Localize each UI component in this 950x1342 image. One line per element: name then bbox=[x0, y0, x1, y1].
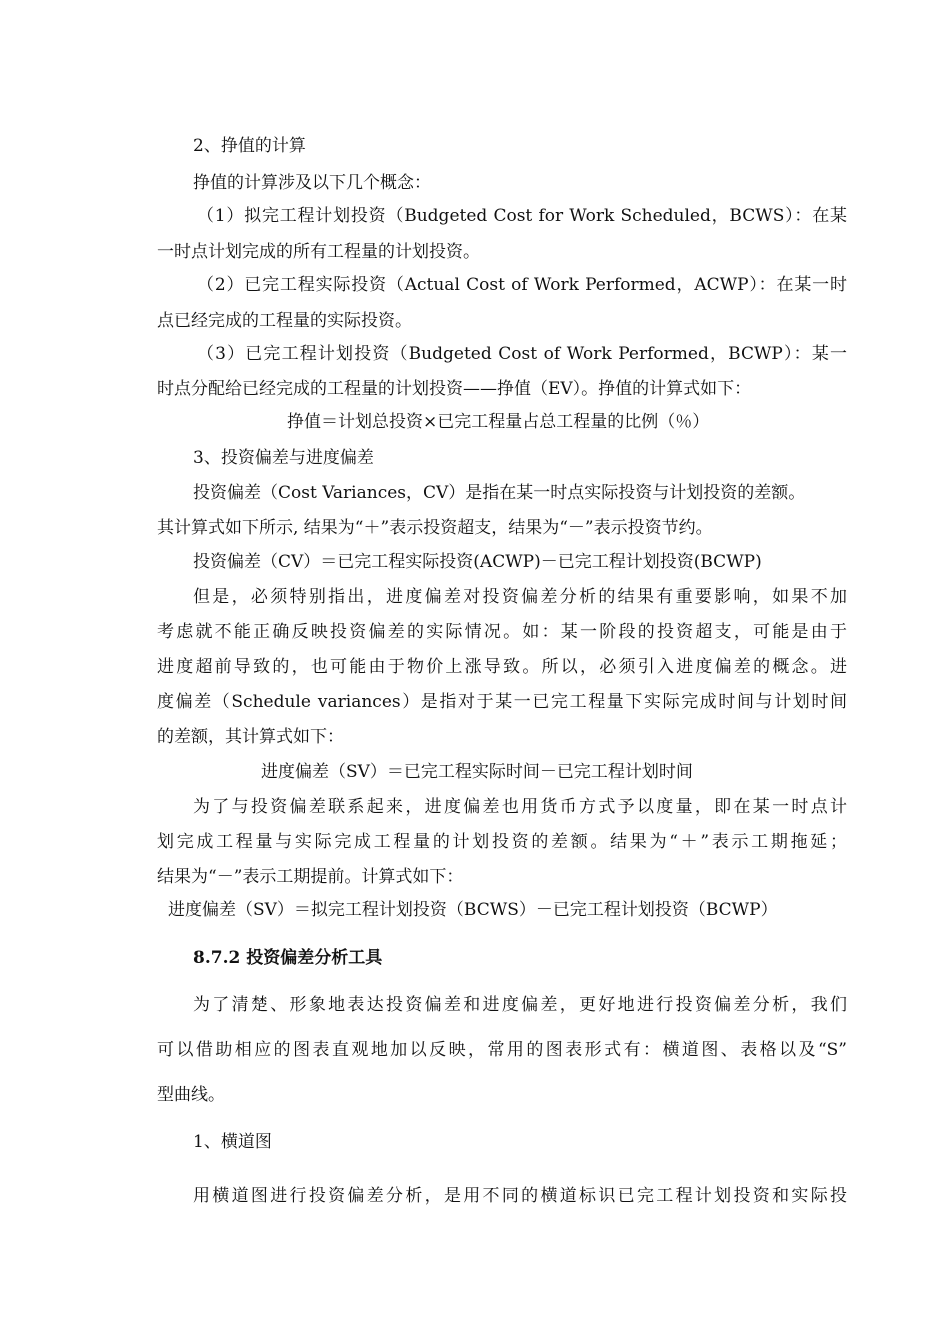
formula-earned-value: 挣值＝计划总投资×已完工程量占总工程量的比例（％） bbox=[287, 412, 710, 432]
paragraph-line: 为了清楚、形象地表达投资偏差和进度偏差，更好地进行投资偏差分析，我们 bbox=[193, 995, 847, 1015]
paragraph-line: 度偏差（Schedule variances）是指对于某一已完工程量下实际完成时间与计划时间 bbox=[157, 692, 847, 712]
paragraph-line: （1）拟完工程计划投资（Budgeted Cost for Work Scheduled，BCWS）：在某 bbox=[197, 206, 847, 226]
paragraph-line: 用横道图进行投资偏差分析，是用不同的横道标识已完工程计划投资和实际投 bbox=[193, 1186, 847, 1206]
formula-schedule-variance-time: 进度偏差（SV）＝已完工程实际时间－已完工程计划时间 bbox=[261, 762, 693, 782]
paragraph-line: 的差额，其计算式如下： bbox=[157, 727, 344, 747]
section-heading-earned-value: 2、挣值的计算 bbox=[193, 136, 306, 156]
paragraph-line: 一时点计划完成的所有工程量的计划投资。 bbox=[157, 242, 480, 262]
paragraph-line: 但是，必须特别指出，进度偏差对投资偏差分析的结果有重要影响，如果不加 bbox=[193, 587, 847, 607]
formula-cost-variance: 投资偏差（CV）＝已完工程实际投资(ACWP)－已完工程计划投资(BCWP) bbox=[193, 552, 762, 572]
paragraph-line: 考虑就不能正确反映投资偏差的实际情况。如：某一阶段的投资超支，可能是由于 bbox=[157, 622, 847, 642]
paragraph-line: （3）已完工程计划投资（Budgeted Cost of Work Performed，BCWP）：某一 bbox=[197, 344, 847, 364]
paragraph-line: 结果为“－”表示工期提前。计算式如下： bbox=[157, 867, 464, 887]
paragraph-line: 时点分配给已经完成的工程量的计划投资——挣值（EV）。挣值的计算式如下： bbox=[157, 379, 752, 399]
paragraph-line: 划完成工程量与实际完成工程量的计划投资的差额。结果为“＋”表示工期拖延； bbox=[157, 832, 847, 852]
paragraph-line: 投资偏差（Cost Variances，CV）是指在某一时点实际投资与计划投资的差额。 bbox=[193, 483, 806, 503]
section-heading-variance: 3、投资偏差与进度偏差 bbox=[193, 448, 374, 468]
paragraph-line: 为了与投资偏差联系起来，进度偏差也用货币方式予以度量，即在某一时点计 bbox=[193, 797, 847, 817]
paragraph-line: 挣值的计算涉及以下几个概念： bbox=[193, 173, 431, 193]
paragraph-line: 型曲线。 bbox=[157, 1085, 225, 1105]
paragraph-line: 可以借助相应的图表直观地加以反映，常用的图表形式有：横道图、表格以及“S” bbox=[157, 1040, 847, 1060]
paragraph-line: 点已经完成的工程量的实际投资。 bbox=[157, 311, 412, 331]
section-heading-bar-chart: 1、横道图 bbox=[193, 1132, 272, 1152]
paragraph-line: 进度超前导致的，也可能由于物价上涨导致。所以，必须引入进度偏差的概念。进 bbox=[157, 657, 847, 677]
subsection-title: 8.7.2 投资偏差分析工具 bbox=[193, 948, 383, 968]
paragraph-line: （2）已完工程实际投资（Actual Cost of Work Performed，ACWP）：在某一时 bbox=[197, 275, 847, 295]
formula-schedule-variance-cost: 进度偏差（SV）＝拟完工程计划投资（BCWS）－已完工程计划投资（BCWP） bbox=[168, 900, 778, 920]
paragraph-line: 其计算式如下所示, 结果为“＋”表示投资超支，结果为“－”表示投资节约。 bbox=[157, 518, 713, 538]
